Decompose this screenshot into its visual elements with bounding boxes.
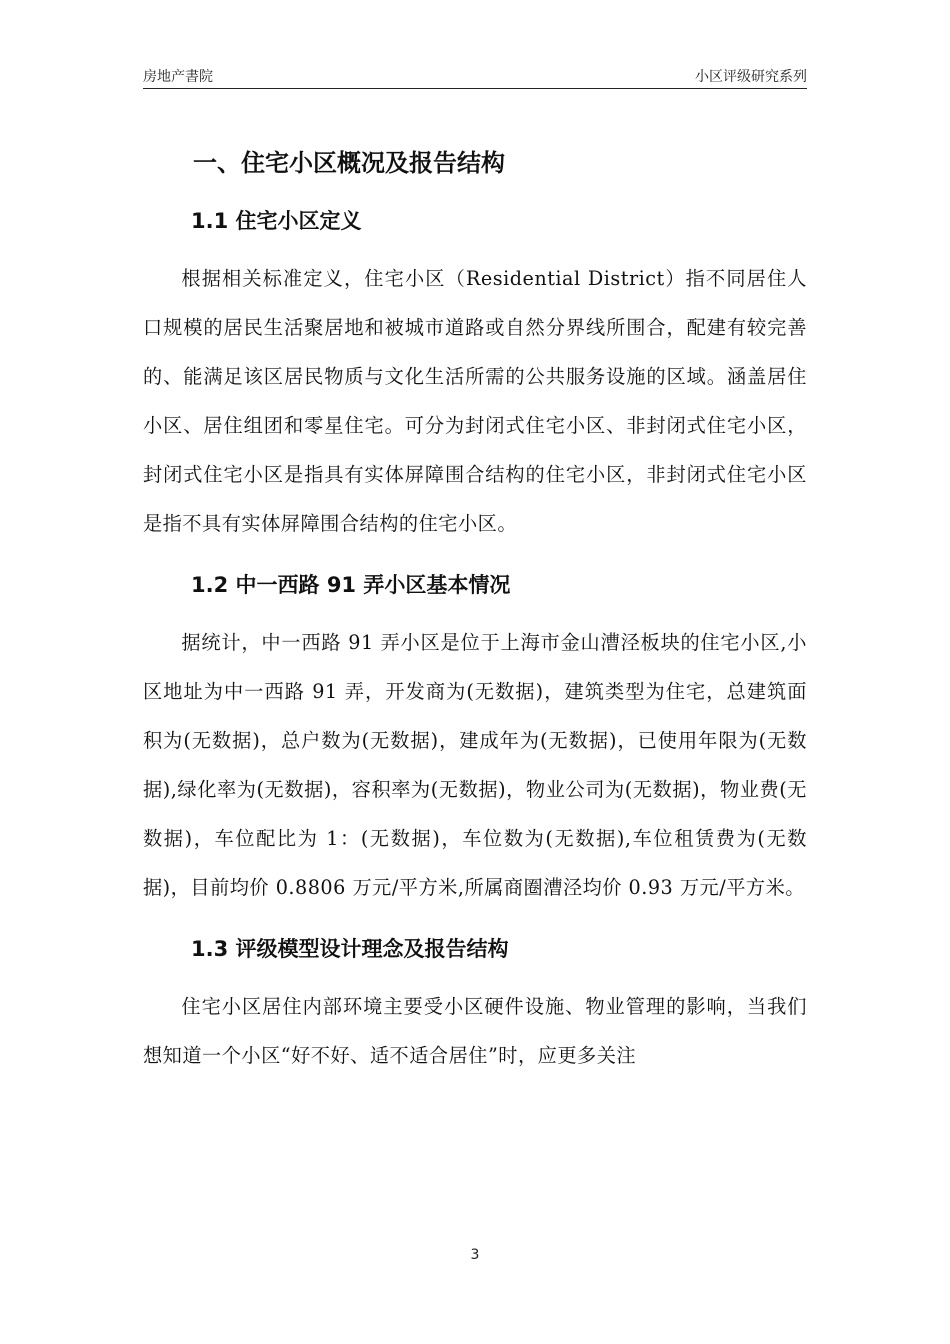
section-heading-1-3: 1.3 评级模型设计理念及报告结构 (191, 937, 509, 961)
header-series-title: 小区评级研究系列 (695, 69, 807, 85)
section-heading-1-1: 1.1 住宅小区定义 (191, 209, 362, 233)
section-paragraph-1-2: 据统计，中一西路 91 弄小区是位于上海市金山漕泾板块的住宅小区,小区地址为中一西路 91 弄，开发商为(无数据)，建筑类型为住宅，总建筑面积为(无数据)，总户数为(无数据)，建成年为(无数据)，已使用年限为(无数据),绿化率为(无数据)，容积率为(无数据)，物业公司为(无数据)，物业费(无数据)，车位配比为 1：(无数据)，车位数为(无数据),车位租赁费为(无数据)，目前均价 0.8806 万元/平方米,所属商圈漕泾均价 0.93 万元/平方米。 (143, 631, 807, 899)
chapter-title: 一、住宅小区概况及报告结构 (193, 149, 505, 177)
header-publisher: 房地产書院 (143, 69, 213, 85)
section-heading-1-2: 1.2 中一西路 91 弄小区基本情况 (191, 573, 511, 597)
page-number: 3 (470, 1247, 480, 1263)
section-paragraph-1-3: 住宅小区居住内部环境主要受小区硬件设施、物业管理的影响，当我们想知道一个小区“好不好、适不适合居住”时，应更多关注 (143, 995, 807, 1067)
section-paragraph-1-1: 根据相关标准定义，住宅小区（Residential District）指不同居住人口规模的居民生活聚居地和被城市道路或自然分界线所围合，配建有较完善的、能满足该区居民物质与文化生活所需的公共服务设施的区域。涵盖居住小区、居住组团和零星住宅。可分为封闭式住宅小区、非封闭式住宅小区，封闭式住宅小区是指具有实体屏障围合结构的住宅小区，非封闭式住宅小区是指不具有实体屏障围合结构的住宅小区。 (143, 267, 807, 535)
page-header (143, 64, 807, 89)
page-content (143, 140, 807, 1080)
